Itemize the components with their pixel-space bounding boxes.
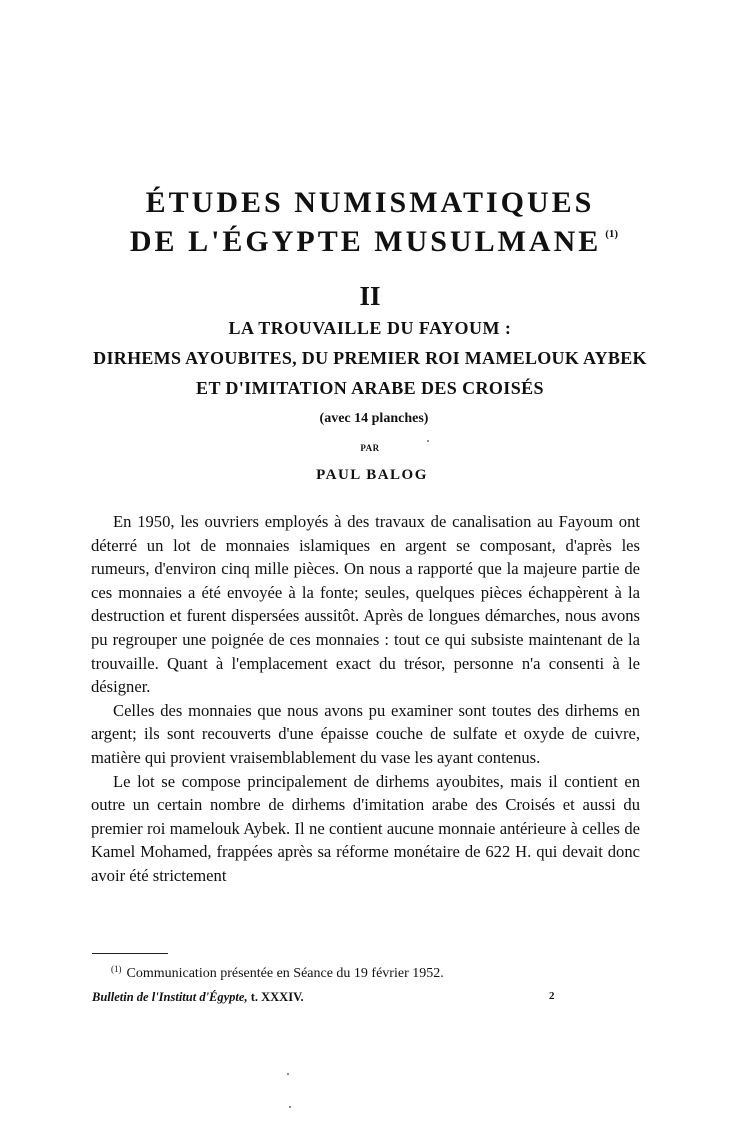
footnote-text: Communication présentée en Séance du 19 février 1952. <box>126 966 444 981</box>
scan-speck <box>287 1073 289 1075</box>
paragraph-2: Celles des monnaies que nous avons pu examiner sont toutes des dirhems en argent; ils sont recouverts d'une épaisse couche de sulfate et oxyde de cuivre, matière qui provient vraisemblablement du vase les ayant contenus. <box>91 700 640 767</box>
subtitle-line-2: DIRHEMS AYOUBITES, DU PREMIER ROI MAMELOUK AYBEK <box>93 348 647 368</box>
title-line-1: ÉTUDES NUMISMATIQUES <box>145 186 595 219</box>
scan-speck <box>289 1106 291 1108</box>
author-name: PAUL BALOG <box>316 467 428 483</box>
subtitle-line-1: LA TROUVAILLE DU FAYOUM : <box>228 318 512 338</box>
paragraph-1: En 1950, les ouvriers employés à des travaux de canalisation au Fayoum ont déterré un lot de monnaies islamiques en argent se composant, d'après les rumeurs, d'environ cinq mille pièces. On nous a rapporté que la majeure partie de ces monnaies a été envoyée à la fonte; seules, quelques pièces échappèrent à la destruction et furent dispersées aussitôt. Après de longues démarches, nous avons pu regrouper une poignée de ces monnaies : tout ce qui subsiste maintenant de la trouvaille. Quant à l'emplacement exact du trésor, personne n'a consenti à le désigner. <box>91 512 640 697</box>
paragraph-3: Le lot se compose principalement de dirhems ayoubites, mais il contient en outre un certain nombre de dirhems d'imitation arabe des Croisés et aussi du premier roi mamelouk Aybek. Il ne contient aucune monnaie antérieure à celles de Kamel Mohamed, frappées après sa réforme monétaire de 622 H. qui devait donc avoir été strictement <box>91 771 640 885</box>
bulletin-reference <box>92 990 304 1005</box>
by-label: PAR <box>360 443 380 453</box>
part-number: II <box>359 281 381 311</box>
footnote <box>111 964 444 982</box>
title-footnote-ref[interactable]: (1) <box>605 228 619 240</box>
plates-note: (avec 14 planches) <box>319 411 429 426</box>
title-line-2-text: DE L'ÉGYPTE MUSULMANE <box>129 225 602 258</box>
body-text <box>91 510 640 888</box>
bulletin-title: Bulletin de l'Institut d'Égypte, <box>92 990 248 1004</box>
bulletin-volume: t. XXXIV. <box>250 990 304 1004</box>
footnote-divider <box>92 953 168 954</box>
signature-mark: 2 <box>549 990 555 1002</box>
subtitle-line-3: ET D'IMITATION ARABE DES CROISÉS <box>196 378 544 398</box>
title-line-2 <box>0 225 740 259</box>
scan-speck <box>427 440 429 442</box>
footnote-marker: (1) <box>111 964 122 974</box>
